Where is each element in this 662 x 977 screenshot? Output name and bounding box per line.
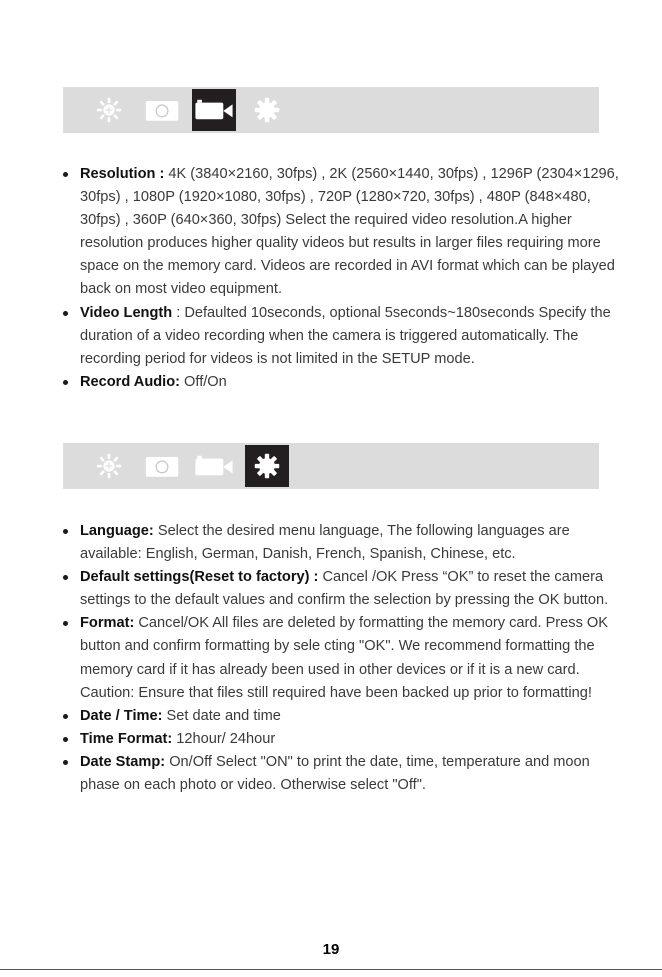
setting-term: Video Length (80, 304, 173, 321)
setting-desc: 4K (3840×2160, 30fps) , 2K (2560×1440, 30fps) , 1296P (2304×1296, 30fps) , 1080P (1920×1080, 30fps) , 720P (1280×720, 30fps) , 480P (848×480, 30fps) , 360P (640×360, 30fps) Select the required video resolution.A higher resolution produces higher quality videos but results in larger files requiring more space on the memory card. Videos are recorded in AVI format which can be played back on most video equipment. (80, 166, 619, 298)
list-item (62, 728, 622, 751)
photo-camera-icon (140, 89, 184, 131)
menu-bar-video (63, 87, 599, 133)
list-item (62, 302, 622, 371)
list-item (62, 371, 622, 394)
setting-term: Date Stamp: (80, 753, 166, 770)
setting-term: Resolution : (80, 166, 165, 182)
list-item (62, 163, 622, 302)
setting-desc: Cancel/OK All files are deleted by formatting the memory card. Press OK button and confirm formatting by sele cting "OK". We recommend formatting the memory card if it has already been used in other devices or if it is a new card. Caution: Ensure that files still required have been backed up prior to formatting! (80, 615, 609, 701)
setting-desc: : Defaulted 10seconds, optional 5seconds~180seconds Specify the duration of a video recording when the camera is triggered automatically. The recording period for videos is not limited in the SETUP mode. (80, 304, 611, 367)
setting-term: Record Audio: (80, 373, 180, 390)
gear-icon (245, 445, 289, 487)
list-item (62, 566, 622, 612)
gear-icon (245, 89, 289, 131)
setting-term: Format: (80, 615, 135, 632)
setting-desc: Off/On (180, 373, 227, 390)
video-camera-icon (192, 89, 236, 131)
setting-desc: On/Off Select "ON" to print the date, time, temperature and moon phase on each photo or video. Otherwise select "Off". (80, 753, 590, 794)
video-camera-icon (192, 445, 236, 487)
photo-camera-icon (140, 445, 184, 487)
list-item (62, 705, 622, 728)
list-item (62, 751, 622, 797)
menu-bar-setup (63, 443, 599, 489)
sun-settings-icon (87, 89, 131, 131)
setting-desc: Select the desired menu language, The following languages are available: English, German, Danish, French, Spanish, Chinese, etc. (80, 523, 570, 563)
video-settings-list (62, 163, 622, 394)
setting-term: Time Format: (80, 730, 173, 747)
setting-desc: 12hour/ 24hour (172, 730, 276, 747)
setting-term: Default settings(Reset to factory) : (80, 569, 319, 586)
sun-settings-icon (87, 445, 131, 487)
list-item (62, 612, 622, 704)
setting-desc: Cancel /OK Press “OK” to reset the camera settings to the default values and confirm the selection by pressing the OK button. (80, 569, 609, 609)
setting-term: Language: (80, 523, 154, 539)
setup-settings-list (62, 520, 622, 797)
setting-term: Date / Time: (80, 707, 163, 724)
bottom-divider (0, 969, 662, 970)
setting-desc: Set date and time (162, 707, 281, 724)
list-item (62, 520, 622, 566)
page-number: 19 (322, 941, 340, 958)
